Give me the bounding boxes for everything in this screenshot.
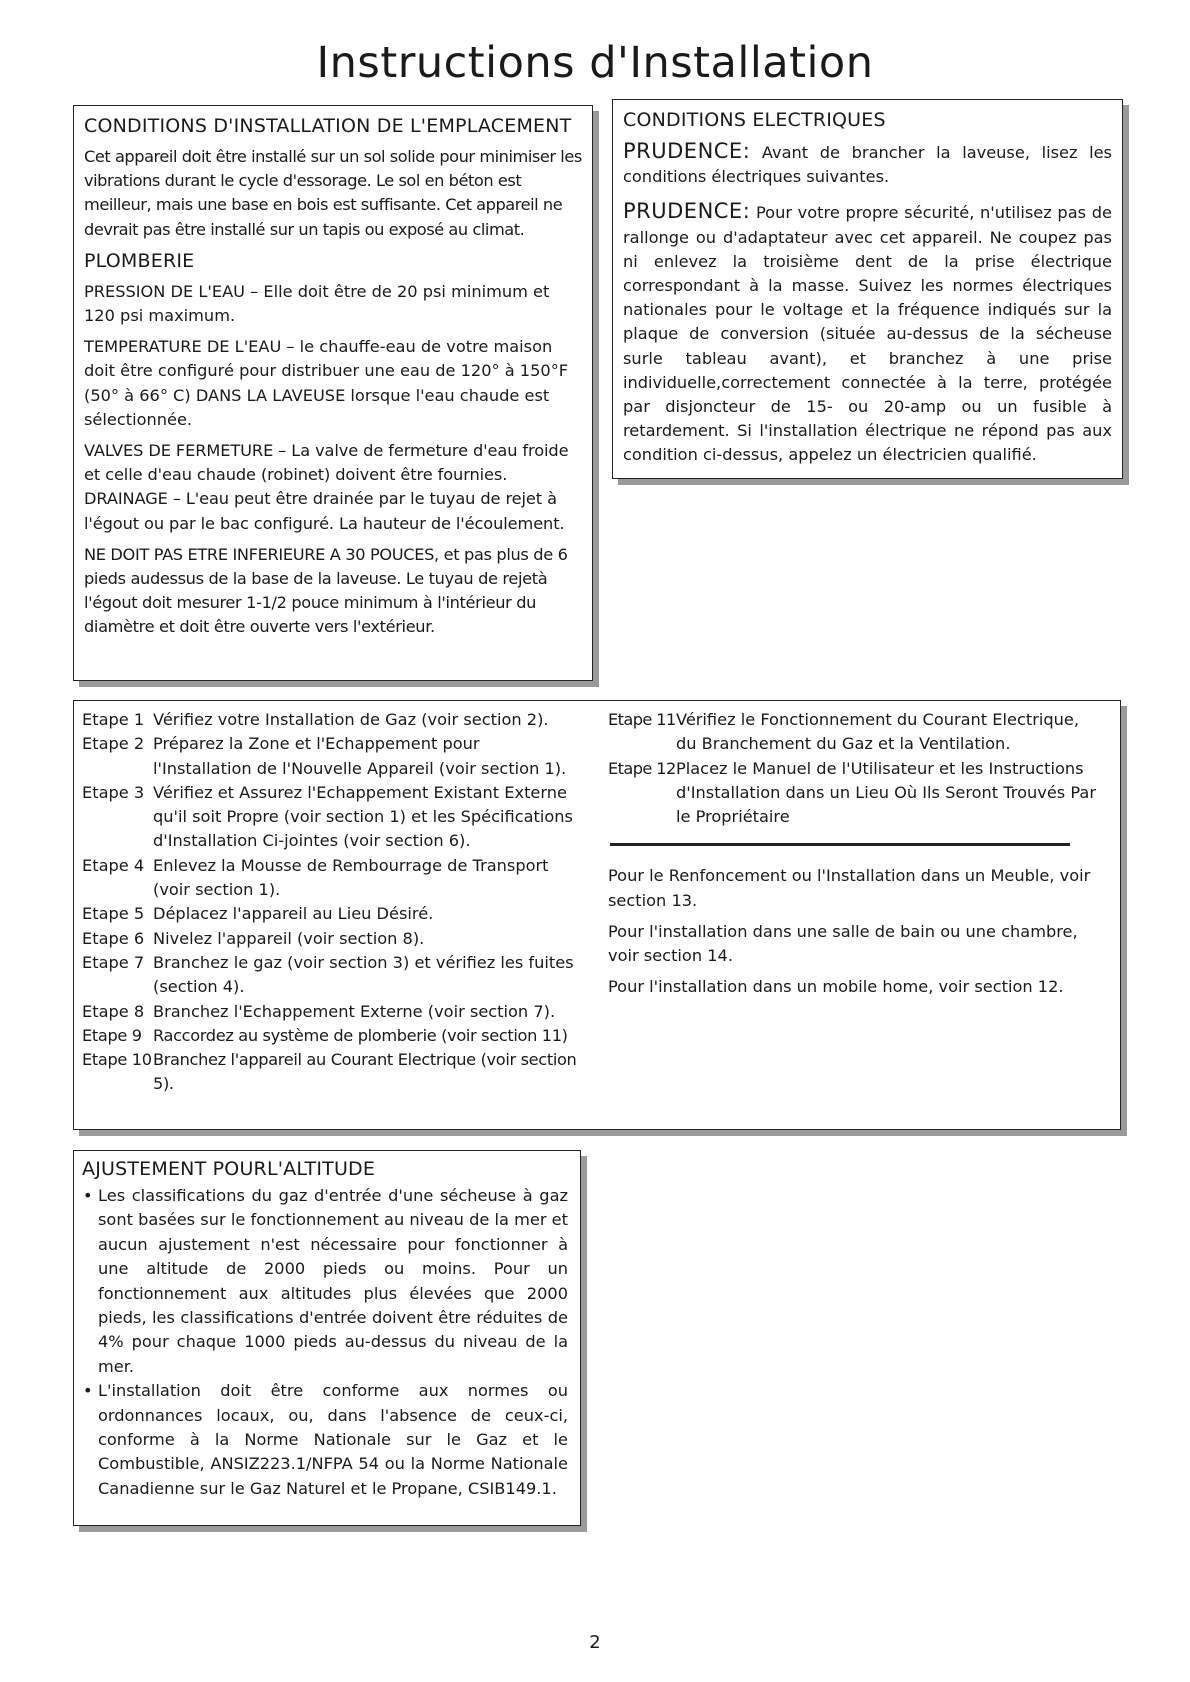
caution-label-1: PRUDENCE: xyxy=(623,139,751,163)
altitude-box xyxy=(73,1150,581,1526)
list-item: • L'installation doit être conforme aux normes ou ordonnances locaux, ou, dans l'absence de ceux-ci, conforme à la Norme Nationale sur le Gaz et le Combustible, ANSIZ223.1/NFPA 54 ou la Norme Nationale Canadienne sur le Gaz Naturel et le Propane, CSIB149.1. xyxy=(83,1381,568,1498)
reference-bedroom: Pour l'installation dans une salle de bain ou une chambre, voir section 14. xyxy=(608,921,1078,966)
drain-height-text: NE DOIT PAS ETRE INFERIEURE A 30 POUCES, et pas plus de 6 pieds audessus de la base de la laveuse. Le tuyau de rejetà l'égout doit mesurer 1-1/2 pouce minimum à l'intérieur du diamètre et doit être ouverte vers l'extérieur. xyxy=(84,544,568,637)
reference-mobile-home: Pour l'installation dans un mobile home, voir section 12. xyxy=(608,977,1064,997)
list-item: Etape 12 Placez le Manuel de l'Utilisateur et les Instructions d'Installation dans un Lieu Où Ils Seront Trouvés Par le Propriétaire xyxy=(608,758,1096,827)
list-item: Etape 5 Déplacez l'appareil au Lieu Désiré. xyxy=(82,904,434,924)
list-item: Etape 2 Préparez la Zone et l'Echappement pour l'Installation de l'Nouvelle Appareil (voir section 1). xyxy=(82,734,567,778)
site-conditions-heading: CONDITIONS D'INSTALLATION DE L'EMPLACEMENT xyxy=(84,115,572,137)
divider xyxy=(610,843,1070,846)
site-conditions-text: Cet appareil doit être installé sur un sol solide pour minimiser les vibrations durant le cycle d'essorage. Le sol en béton est meilleur, mais une base en bois est suffisante. Cet appareil ne devrait pas être installé sur un tapis ou exposé au climat. xyxy=(84,147,582,239)
water-temperature-text: TEMPERATURE DE L'EAU – le chauffe-eau de votre maison doit être configuré pour distribuer une eau de 120° à 150°F (50° à 66° C) DANS LA LAVEUSE lorsque l'eau chaude est sélectionnée. xyxy=(84,337,569,429)
list-item: Etape 1 Vérifiez votre Installation de Gaz (voir section 2). xyxy=(82,710,549,729)
list-item: Etape 7 Branchez le gaz (voir section 3) et vérifiez les fuites (section 4). xyxy=(82,952,574,997)
list-item: Etape 11 Vérifiez le Fonctionnement du Courant Electrique, du Branchement du Gaz et la Ventilation. xyxy=(608,710,1080,754)
caution-text-1: Avant de brancher la laveuse, lisez les conditions électriques suivantes. xyxy=(623,143,1112,187)
page-number: 2 xyxy=(589,1632,601,1653)
list-item: • Les classifications du gaz d'entrée d'une sécheuse à gaz sont basées sur le fonctionnement au niveau de la mer et aucun ajustement n'est nécessaire pour fonctionner à une altitude de 2000 pieds ou moins. Pour un fonctionnement aux altitudes plus élevées que 2000 pieds, les classifications d'entrée doivent être réduites de 4% pour chaque 1000 pieds au-dessus du niveau de la mer. xyxy=(83,1186,568,1376)
shutoff-valves-text: VALVES DE FERMETURE – La valve de fermeture d'eau froide et celle d'eau chaude (robinet) doivent être fournies. DRAINAGE – L'eau peut être drainée par le tuyau de rejet à l'égout ou par le bac configuré. La hauteur de l'écoulement. xyxy=(84,441,569,533)
electrical-box xyxy=(612,99,1123,479)
installation-steps-box xyxy=(73,700,1121,1130)
caution-paragraph-1 xyxy=(623,139,1112,189)
steps-right-column xyxy=(608,708,1098,1007)
list-item: Etape 8 Branchez l'Echappement Externe (voir section 7). xyxy=(82,1001,556,1021)
reference-cabinet: Pour le Renfoncement ou l'Installation dans un Meuble, voir section 13. xyxy=(608,866,1091,910)
plumbing-heading: PLOMBERIE xyxy=(84,249,195,272)
steps-left-column xyxy=(82,708,582,1097)
page-title: Instructions d'Installation xyxy=(316,38,874,88)
water-pressure-text: PRESSION DE L'EAU – Elle doit être de 20 psi minimum et 120 psi maximum. xyxy=(84,281,550,326)
list-item: Etape 4 Enlevez la Mousse de Rembourrage de Transport (voir section 1). xyxy=(82,855,549,900)
altitude-heading: AJUSTEMENT POURL'ALTITUDE xyxy=(82,1158,376,1180)
electrical-heading: CONDITIONS ELECTRIQUES xyxy=(623,109,886,131)
caution-text-2: Pour votre propre sécurité, n'utilisez pas de rallonge ou d'adaptateur avec cet appareil. Ne coupez pas ni enlevez la troisième dent de la prise électrique correspondant à la masse. Suivez les normes électriques nationales pour le voltage et la fréquence indiqués sur la plaque de conversion (située au-dessus de la sécheuse surle tableau avant), et branchez à une prise individuelle,correctement connectée à la terre, protégée par disjoncteur de 15- ou 20-amp ou un fusible à retardement. Si l'installation électrique ne répond pas aux condition ci-dessus, appelez un électricien qualifié. xyxy=(623,203,1112,465)
caution-paragraph-2 xyxy=(623,199,1112,467)
site-conditions-box xyxy=(73,105,593,681)
list-item: Etape 10 Branchez l'appareil au Courant Electrique (voir section 5). xyxy=(82,1050,577,1094)
list-item: Etape 3 Vérifiez et Assurez l'Echappement Existant Externe qu'il soit Propre (voir section 1) et les Spécifications d'Installation Ci-jointes (voir section 6). xyxy=(82,782,573,851)
list-item: Etape 9 Raccordez au système de plomberie (voir section 11) xyxy=(82,1025,568,1045)
list-item: Etape 6 Nivelez l'appareil (voir section 8). xyxy=(82,928,425,948)
caution-label-2: PRUDENCE: xyxy=(623,199,751,224)
